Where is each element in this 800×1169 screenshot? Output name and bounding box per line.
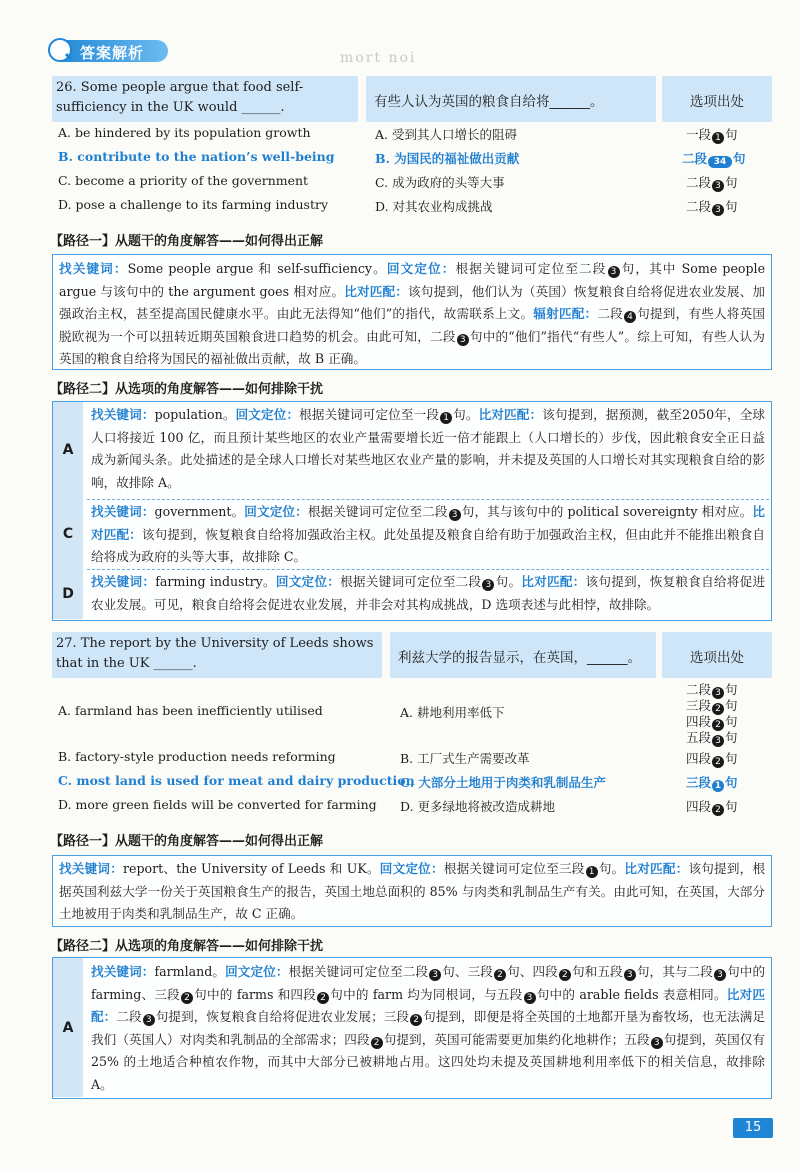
q26-route2-letter-c-cell	[53, 502, 83, 572]
q27-stem-cn: 利兹大学的报告显示，在英国，______。	[398, 650, 641, 666]
divider	[87, 499, 769, 500]
q26-option-c-ref: 二段 3 句	[686, 175, 738, 191]
q26-option-b-ref: 二段 34 句	[682, 151, 746, 167]
q27-option-d-ref: 四段 2 句	[686, 799, 738, 815]
q27-route2-title: 【路径二】从选项的角度解答——如何排除干扰	[50, 939, 324, 954]
q27-route2-letter-a-cell	[53, 958, 83, 1097]
q27-route2-a-text: 找关键词：farmland。回文定位：根据关键词可定位至二段 3 句、三段 2 句、四段 2 句和五段 3 句，其与二段 3 句中的 farming、三段 2 句中的 farms 和四段 2 句中的 farm 均为同根词，与五段 3 句中的 arable fields 表意相同。比对匹配：二段 3 句提到，恢复粮食自给将促进农业发展；三段 2 句提到，即便是将全英国的土地都开垦为畜牧场，也无法满足我们（英国人）对肉类和乳制品的全部需求；四段 2 句提到，英国可能需要更加集约化地耕作；五段 3 句提到，英国仅有 25% 的土地适合种植农作物，而其中大部分已被耕地占用。这四处均未提及英国耕地利用率低下的相关信息，故排除 A。	[91, 964, 766, 1092]
q26-route2-c-text: 找关键词：government。回文定位：根据关键词可定位至二段 3 句，其与该句中的 political sovereignty 相对应。比对匹配：该句提到，恢复粮食自给将加强政治主权。此处虽提及粮食自给有助于加强政治主权，但由此并不能推出粮食自给将成为政府的头等大事，故排除 C。	[91, 504, 766, 564]
q27-option-c-cn: C. 大部分土地用于肉类和乳制品生产	[400, 775, 606, 790]
q27-option-a-cn: A. 耕地利用率低下	[400, 705, 505, 720]
q27-option-d-en: D. more green fields will be converted for farming	[58, 797, 377, 812]
q26-route1-title: 【路径一】从题干的角度解答——如何得出正解	[50, 234, 324, 249]
q26-option-c-cn: C. 成为政府的头等大事	[375, 175, 505, 190]
q26-option-a-en: A. be hindered by its population growth	[58, 125, 311, 140]
q27-stem-en: 27. The report by the University of Leeds shows that in the UK ______.	[56, 636, 374, 671]
q26-option-b-cn: B. 为国民的福祉做出贡献	[375, 151, 520, 166]
q26-route2-d-text: 找关键词：farming industry。回文定位：根据关键词可定位至二段 3 句。比对匹配：该句提到，恢复粮食自给将促进农业发展。可见，粮食自给将会促进农业发展，并非会对其构成挑战，D 选项表述与此相悖，故排除。	[91, 574, 766, 612]
section-banner	[52, 40, 168, 62]
divider	[87, 569, 769, 570]
q27-route2-panel	[52, 957, 772, 1099]
q26-route2-a-text: 找关键词：population。回文定位：根据关键词可定位至一段 1 句。比对匹配：该句提到，据预测，截至2050年，全球人口将接近 100 亿，而且预计某些地区的农业产量需要增长近一倍才能跟上（人口增长的）步伐，因此粮食安全正日益成为新闻头条。此处描述的是全球人口增长对某些地区农业产量的影响，并未提及英国的人口增长对其实现粮食自给的影响，故排除 A。	[91, 407, 766, 490]
q27-option-b-cn: B. 工厂式生产需要改革	[400, 751, 530, 766]
q27-route1-title: 【路径一】从题干的角度解答——如何得出正解	[50, 834, 324, 849]
q26-route2-panel	[52, 401, 772, 621]
q26-route2-letter-a-cell	[53, 402, 83, 502]
q26-route2-title: 【路径二】从选项的角度解答——如何排除干扰	[50, 382, 324, 397]
q26-route2-letter-d-cell	[53, 572, 83, 619]
q26-option-d-cn: D. 对其农业构成挑战	[375, 199, 493, 214]
q26-stem-cn-box	[366, 76, 656, 122]
q27-option-b-ref: 四段 2 句	[686, 751, 738, 767]
q27-option-a-refs: 二段 3 句 三段 2 句 四段 2 句 五段 3 句	[686, 682, 738, 746]
q27-stem-en-box	[52, 632, 382, 678]
q26-stem-cn: 有些人认为英国的粮食自给将______。	[374, 94, 604, 110]
q26-stem-en: 26. Some people argue that food self-sufficiency in the UK would ______.	[56, 80, 304, 115]
q27-option-a-en: A. farmland has been inefficiently utilised	[58, 703, 323, 718]
q26-route1-panel	[52, 254, 772, 370]
q27-source-header: 选项出处	[690, 650, 744, 666]
q26-option-a-ref: 一段 1 句	[686, 127, 738, 143]
banner-title: 答案解析	[80, 44, 145, 62]
q26-source-header: 选项出处	[690, 94, 744, 110]
q26-route2-letter-a: A	[62, 442, 74, 458]
bleed-through-text: mort noi	[340, 50, 417, 66]
q26-option-a-cn: A. 受到其人口增长的阻碍	[375, 127, 517, 142]
q27-stem-cn-box	[390, 632, 656, 678]
q26-option-c-en: C. become a priority of the government	[58, 173, 309, 188]
q27-route1-text: 找关键词：report、the University of Leeds 和 UK。回文定位：根据关键词可定位至三段 1 句。比对匹配：该句提到，根据英国利兹大学一份关于英国粮食生产的报告，英国土地总面积的 85% 与肉类和乳制品生产有关。由此可知，在英国，大部分土地被用于肉类和乳制品生产，故 C 正确。	[59, 861, 766, 921]
q27-route2-letter-a: A	[62, 1020, 74, 1036]
q27-option-b-en: B. factory-style production needs reforming	[58, 749, 336, 764]
q26-stem-en-box	[52, 76, 358, 122]
q26-route1-text: 找关键词：Some people argue 和 self-sufficiency。回文定位：根据关键词可定位至二段 3 句，其中 Some people argue 与该句中的 the argument goes 相对应。比对匹配：该句提到，他们认为（英国）恢复粮食自给将促进农业发展、加强政治主权，甚至提高国民健康水平。由此无法得知“他们”的指代，故需联系上文。辐射匹配：二段 4 句提到，有些人将英国脱欧视为一个可以扭转近期英国粮食进口趋势的机会。由此可知，二段 3 句中的“他们”指代“有些人”。综上可知，有些人认为英国的粮食自给将为国民的福祉做出贡献，故 B 正确。	[59, 261, 766, 366]
q26-source-header-box	[662, 76, 772, 122]
q27-source-header-box	[662, 632, 772, 678]
magnifier-icon	[48, 38, 72, 62]
q26-route2-letter-c: C	[62, 526, 74, 542]
q27-route1-panel	[52, 855, 772, 927]
q26-option-d-ref: 二段 3 句	[686, 199, 738, 215]
q26-option-b-en: B. contribute to the nation’s well-being	[58, 149, 335, 164]
q26-route2-letter-d: D	[62, 586, 74, 602]
page-number: 15	[733, 1118, 773, 1138]
q27-option-c-en: C. most land is used for meat and dairy production	[58, 773, 415, 788]
q27-option-c-ref: 三段 1 句	[686, 775, 738, 791]
q27-option-d-cn: D. 更多绿地将被改造成耕地	[400, 799, 556, 814]
q26-option-d-en: D. pose a challenge to its farming industry	[58, 197, 329, 212]
